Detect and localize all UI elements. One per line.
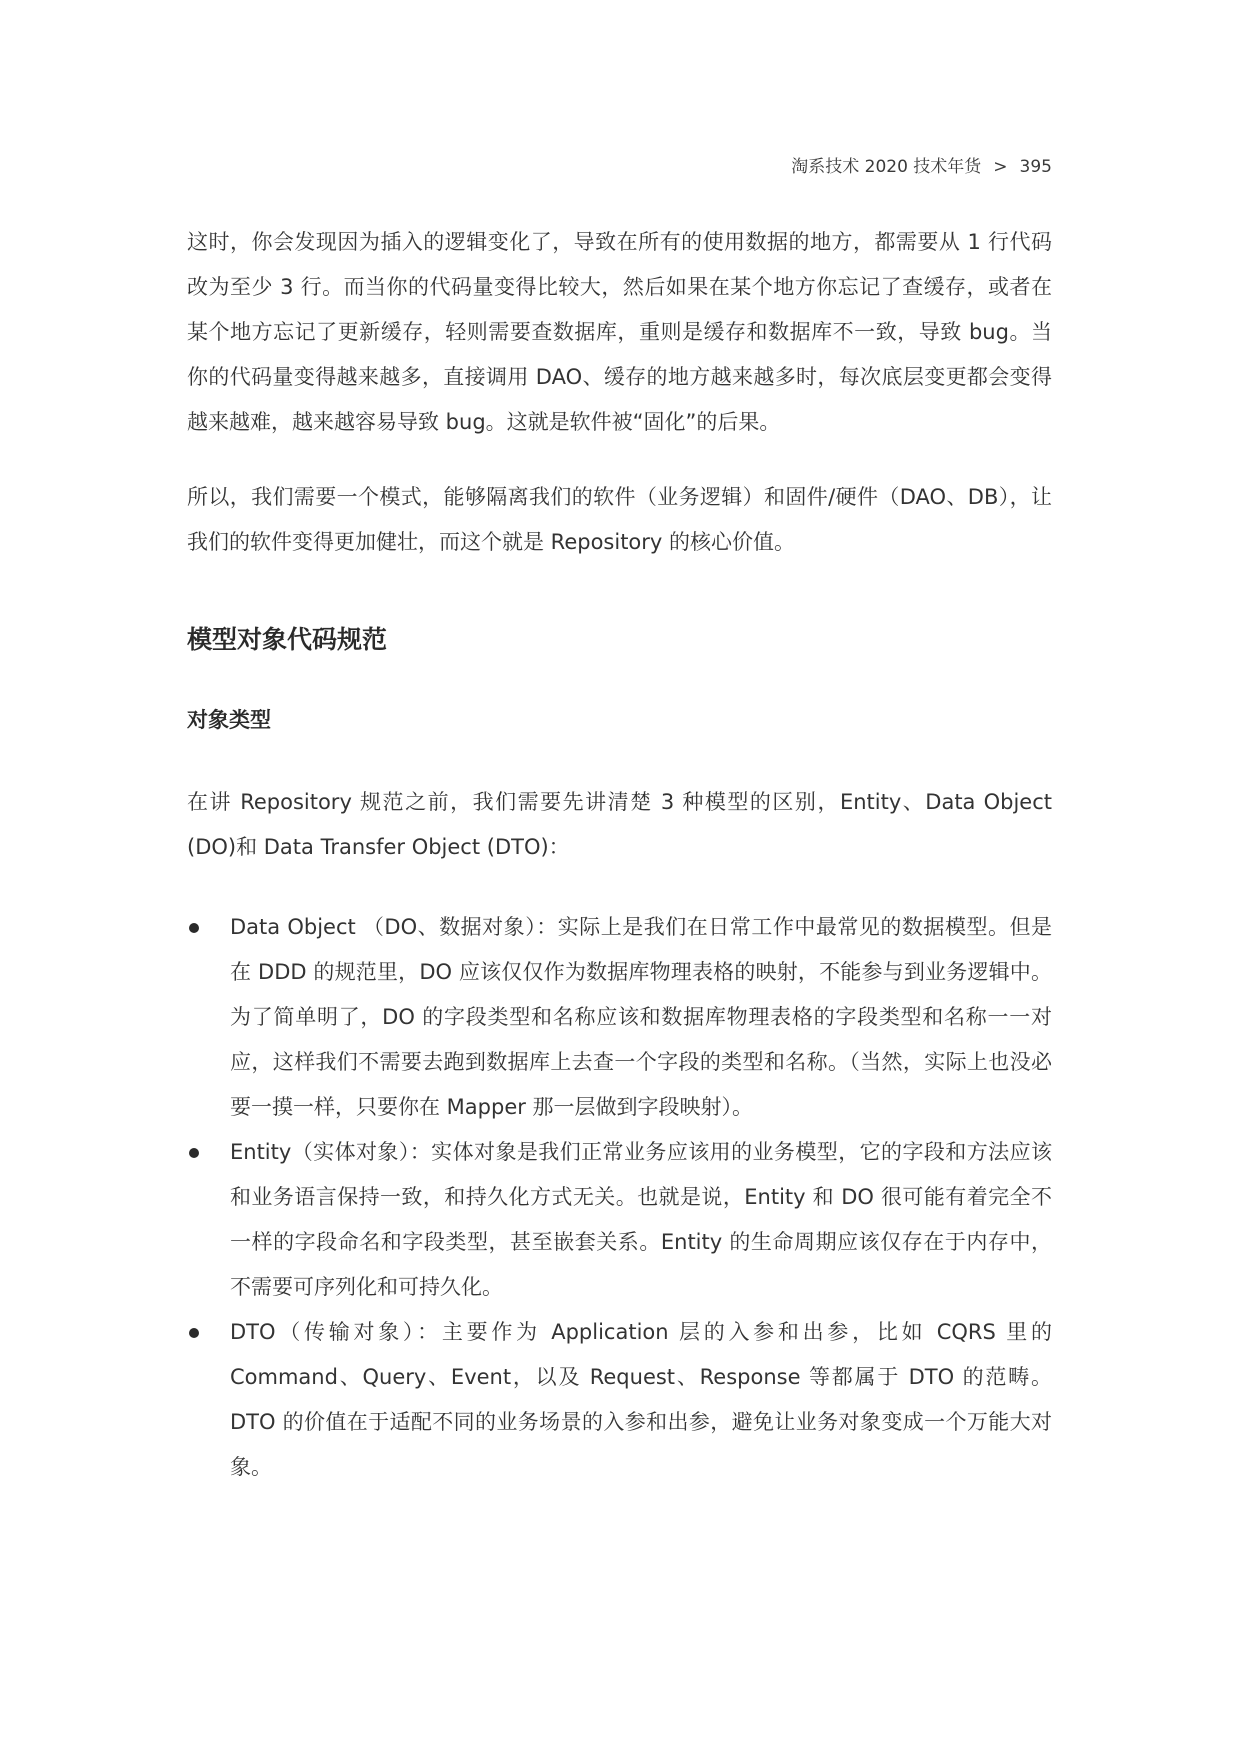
list-item-text: DTO（传输对象）：主要作为 Application 层的入参和出参，比如 CQRS 里的 Command、Query、Event，以及 Request、Response 等都属于 DTO 的范畴。DTO 的价值在于适配不同的业务场景的入参和出参，避免让业务对象变成一个万能大对象。 <box>230 1320 1052 1479</box>
paragraph-2: 所以，我们需要一个模式，能够隔离我们的软件（业务逻辑）和固件/硬件（DAO、DB），让我们的软件变得更加健壮，而这个就是 Repository 的核心价值。 <box>187 485 1052 554</box>
subsection-title: 对象类型 <box>187 708 271 732</box>
list-item-text: Entity（实体对象）：实体对象是我们正常业务应该用的业务模型，它的字段和方法应该和业务语言保持一致，和持久化方式无关。也就是说，Entity 和 DO 很可能有着完全不一样的字段命名和字段类型，甚至嵌套关系。Entity 的生命周期应该仅存在于内存中，不需要可序列化和可持久化。 <box>230 1140 1052 1299</box>
bullet-dot-icon <box>189 1328 199 1338</box>
book-title: 淘系技术 2020 技术年货 <box>791 157 982 177</box>
intro-paragraph: 在讲 Repository 规范之前，我们需要先讲清楚 3 种模型的区别，Entity、Data Object (DO)和 Data Transfer Object (DTO)： <box>187 790 1052 859</box>
section-title: 模型对象代码规范 <box>187 625 388 654</box>
page-header <box>791 152 1052 177</box>
page-content <box>187 220 1052 1490</box>
paragraph-1: 这时，你会发现因为插入的逻辑变化了，导致在所有的使用数据的地方，都需要从 1 行代码改为至少 3 行。而当你的代码量变得比较大，然后如果在某个地方你忘记了查缓存，或者在某个地方忘记了更新缓存，轻则需要查数据库，重则是缓存和数据库不一致，导致 bug。当你的代码量变得越来越多，直接调用 DAO、缓存的地方越来越多时，每次底层变更都会变得越来越难，越来越容易导致 bug。这就是软件被“固化”的后果。 <box>187 230 1052 434</box>
bullet-dot-icon <box>189 923 199 933</box>
header-separator: > <box>993 157 1008 177</box>
page-number: 395 <box>1019 157 1052 177</box>
list-item <box>187 1130 1052 1310</box>
list-item <box>187 905 1052 1130</box>
bullet-dot-icon <box>189 1148 199 1158</box>
list-item-text: Data Object （DO、数据对象）：实际上是我们在日常工作中最常见的数据模型。但是在 DDD 的规范里，DO 应该仅仅作为数据库物理表格的映射，不能参与到业务逻辑中。为了简单明了，DO 的字段类型和名称应该和数据库物理表格的字段类型和名称一一对应，这样我们不需要去跑到数据库上去查一个字段的类型和名称。（当然，实际上也没必要一摸一样，只要你在 Mapper 那一层做到字段映射）。 <box>230 915 1052 1119</box>
object-type-list <box>187 905 1052 1490</box>
list-item <box>187 1310 1052 1490</box>
